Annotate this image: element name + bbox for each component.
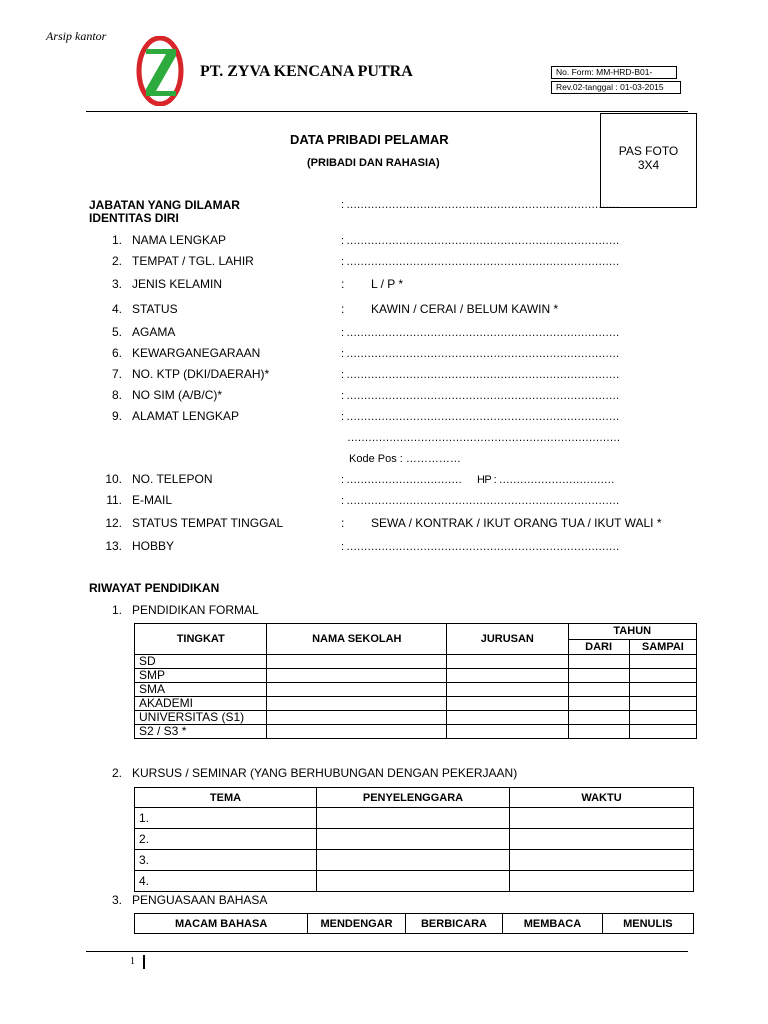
field-row <box>98 346 260 360</box>
field-number: 6. <box>111 346 122 360</box>
footer-divider <box>86 951 688 952</box>
field-label: JENIS KELAMIN <box>132 277 223 291</box>
field-row <box>98 388 222 402</box>
course-num: 3. <box>135 850 317 871</box>
formal-education-table <box>134 623 697 739</box>
field-number: 9. <box>111 409 122 423</box>
col-jurusan: JURUSAN <box>447 624 568 655</box>
email-field[interactable]: : …………………………………………………………………… <box>341 495 620 507</box>
level-cell: SD <box>135 655 267 669</box>
course-table <box>134 787 694 892</box>
field-row <box>98 367 269 381</box>
field-number: 10. <box>105 472 122 486</box>
table-row <box>135 683 697 697</box>
field-number: 2. <box>111 254 122 268</box>
language-label: PENGUASAAN BAHASA <box>132 893 268 907</box>
table-row <box>135 655 697 669</box>
field-label: TEMPAT / TGL. LAHIR <box>132 254 254 268</box>
photo-box-line1: PAS FOTO <box>618 144 679 158</box>
field-number: 8. <box>111 388 122 402</box>
table-row <box>135 850 694 871</box>
address-line-2[interactable]: …………………………………………………………………… <box>347 432 620 444</box>
col-tingkat: TINGKAT <box>135 624 267 655</box>
field-label: STATUS <box>132 302 178 316</box>
col-membaca: MEMBACA <box>503 914 602 934</box>
education-heading: RIWAYAT PENDIDIKAN <box>89 581 220 595</box>
field-label: AGAMA <box>132 325 176 339</box>
table-row <box>135 711 697 725</box>
jabatan-field[interactable]: : …………………………………………………………………… <box>341 199 620 211</box>
table-row <box>135 829 694 850</box>
field-value[interactable]: : …………………………………………………………………… <box>341 390 620 402</box>
course-num: 4. <box>135 871 317 892</box>
field-label: NO SIM (A/B/C)* <box>132 388 223 402</box>
course-label: KURSUS / SEMINAR (YANG BERHUBUNGAN DENGAN PEKERJAAN) <box>132 766 518 780</box>
phone-field[interactable]: : …………………………… HP : …………………………… <box>341 474 615 486</box>
formal-education-label: PENDIDIKAN FORMAL <box>132 603 259 617</box>
field-number: 2. <box>111 766 122 780</box>
field-number: 1. <box>111 233 122 247</box>
field-number: 13. <box>105 539 122 553</box>
field-number: 12. <box>105 516 122 530</box>
field-value[interactable]: : …………………………………………………………………… <box>341 411 620 423</box>
field-row <box>98 472 212 486</box>
page-number: 1 <box>130 956 135 967</box>
course-num: 1. <box>135 808 317 829</box>
col-tahun: TAHUN <box>568 624 696 640</box>
field-number: 3. <box>111 893 122 907</box>
page-number-bar <box>143 955 145 969</box>
course-num: 2. <box>135 829 317 850</box>
revision-date: Rev.02-tanggal : 01-03-2015 <box>551 81 681 94</box>
col-dari: DARI <box>568 639 629 655</box>
col-berbicara: BERBICARA <box>405 914 502 934</box>
field-row <box>98 302 178 316</box>
field-number: 11. <box>106 493 122 507</box>
header-divider <box>86 111 688 112</box>
marital-options[interactable]: : KAWIN / CERAI / BELUM KAWIN * <box>341 302 559 316</box>
table-row <box>135 808 694 829</box>
form-number: No. Form: MM-HRD-B01- <box>551 66 677 79</box>
company-logo <box>136 36 184 106</box>
page-title: DATA PRIBADI PELAMAR <box>290 132 449 147</box>
course-row <box>98 766 517 780</box>
field-value[interactable]: : …………………………………………………………………… <box>341 369 620 381</box>
field-label: NO. TELEPON <box>132 472 213 486</box>
field-number: 1. <box>111 603 122 617</box>
col-sampai: SAMPAI <box>629 639 696 655</box>
formal-education-row <box>98 603 259 617</box>
field-number: 4. <box>111 302 122 316</box>
field-row <box>98 539 174 553</box>
col-menulis: MENULIS <box>602 914 693 934</box>
photo-box <box>600 113 697 208</box>
field-label: ALAMAT LENGKAP <box>132 409 239 423</box>
field-value[interactable]: : …………………………………………………………………… <box>341 256 620 268</box>
level-cell: UNIVERSITAS (S1) <box>135 711 267 725</box>
field-label: STATUS TEMPAT TINGGAL <box>132 516 284 530</box>
field-row <box>98 277 222 291</box>
table-row <box>135 697 697 711</box>
field-row <box>98 516 283 530</box>
col-penyelenggara: PENYELENGGARA <box>317 788 510 808</box>
table-row <box>135 669 697 683</box>
col-mendengar: MENDENGAR <box>308 914 405 934</box>
field-value[interactable]: : …………………………………………………………………… <box>341 327 620 339</box>
photo-box-line2: 3X4 <box>637 158 660 172</box>
level-cell: SMA <box>135 683 267 697</box>
field-row <box>98 254 254 268</box>
residence-options[interactable]: : SEWA / KONTRAK / IKUT ORANG TUA / IKUT WALI * <box>341 516 662 530</box>
field-label: NAMA LENGKAP <box>132 233 227 247</box>
level-cell: S2 / S3 * <box>135 725 267 739</box>
page-subtitle: (PRIBADI DAN RAHASIA) <box>307 157 440 169</box>
table-row <box>135 725 697 739</box>
field-row <box>98 325 175 339</box>
field-label: HOBBY <box>132 539 175 553</box>
col-waktu: WAKTU <box>510 788 694 808</box>
gender-options[interactable]: : L / P * <box>341 277 404 291</box>
language-row <box>98 893 267 907</box>
company-name: PT. ZYVA KENCANA PUTRA <box>200 63 413 80</box>
archive-note: Arsip kantor <box>46 29 107 43</box>
jabatan-label: JABATAN YANG DILAMAR <box>89 198 240 212</box>
table-row <box>135 871 694 892</box>
postal-code-field[interactable]: Kode Pos : …………… <box>349 453 461 465</box>
level-cell: SMP <box>135 669 267 683</box>
field-row <box>98 233 226 247</box>
field-row <box>98 493 172 507</box>
col-macam-bahasa: MACAM BAHASA <box>135 914 308 934</box>
col-tema: TEMA <box>135 788 317 808</box>
field-label: NO. KTP (DKI/DAERAH)* <box>132 367 270 381</box>
field-label: KEWARGANEGARAAN <box>132 346 261 360</box>
level-cell: AKADEMI <box>135 697 267 711</box>
hobby-field[interactable]: : …………………………………………………………………… <box>341 541 620 553</box>
field-number: 3. <box>111 277 122 291</box>
identitas-label: IDENTITAS DIRI <box>89 211 179 225</box>
field-label: E-MAIL <box>132 493 173 507</box>
field-value[interactable]: : …………………………………………………………………… <box>341 235 620 247</box>
field-row <box>98 409 239 423</box>
language-table <box>134 913 694 934</box>
field-number: 7. <box>111 367 122 381</box>
field-number: 5. <box>111 325 122 339</box>
col-nama-sekolah: NAMA SEKOLAH <box>267 624 447 655</box>
field-value[interactable]: : …………………………………………………………………… <box>341 348 620 360</box>
